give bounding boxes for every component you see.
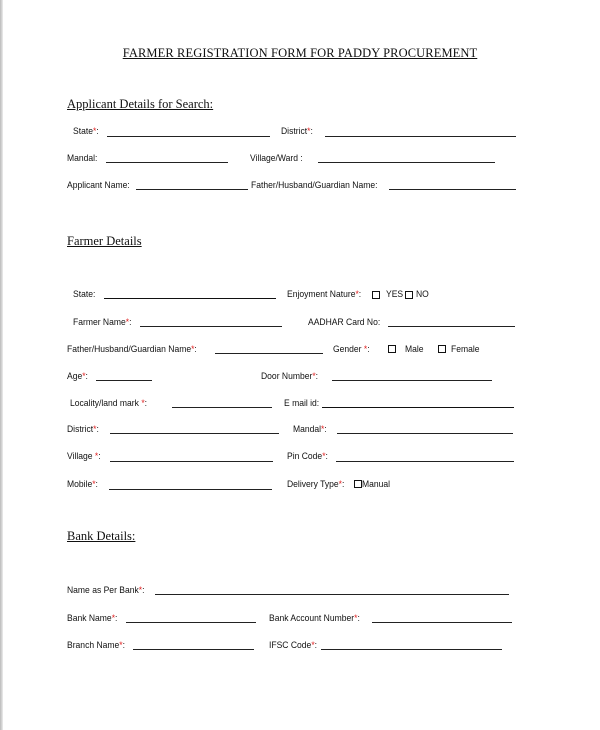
- applicant-state-field[interactable]: [107, 136, 270, 137]
- aadhar-label: AADHAR Card No:: [308, 317, 381, 327]
- delivery-type-label: Delivery Type*:: [287, 479, 345, 489]
- pin-code-label: Pin Code*:: [287, 451, 328, 461]
- section-applicant-heading: Applicant Details for Search:: [67, 97, 214, 111]
- applicant-mandal-field[interactable]: [106, 162, 228, 163]
- pin-code-field[interactable]: [336, 461, 514, 462]
- bank-name-label: Bank Name*:: [67, 613, 118, 623]
- farmer-state-field[interactable]: [104, 298, 276, 299]
- age-label: Age*:: [67, 371, 88, 381]
- ifsc-label: IFSC Code*:: [269, 640, 318, 650]
- account-number-field[interactable]: [372, 622, 512, 623]
- section-farmer-heading: Farmer Details: [67, 234, 142, 248]
- gender-male-label: Male: [405, 344, 424, 354]
- email-label: E mail id:: [284, 398, 320, 408]
- farmer-district-field[interactable]: [110, 433, 279, 434]
- door-number-label: Door Number*:: [261, 371, 319, 381]
- ifsc-field[interactable]: [321, 649, 502, 650]
- applicant-village-label: Village/Ward :: [250, 153, 303, 163]
- section-bank-heading: Bank Details:: [67, 529, 136, 543]
- bank-name-field[interactable]: [126, 622, 256, 623]
- page-edge: [0, 0, 3, 730]
- enjoyment-nature-label: Enjoyment Nature*:: [287, 289, 362, 299]
- name-as-per-bank-field[interactable]: [155, 594, 509, 595]
- locality-field[interactable]: [172, 407, 272, 408]
- farmer-mandal-field[interactable]: [337, 433, 513, 434]
- form-title: FARMER REGISTRATION FORM FOR PADDY PROCUREMENT: [122, 46, 478, 60]
- aadhar-field[interactable]: [388, 326, 515, 327]
- locality-label: Locality/land mark *:: [70, 398, 148, 408]
- applicant-district-label: District*:: [281, 126, 313, 136]
- door-number-field[interactable]: [332, 380, 492, 381]
- account-number-label: Bank Account Number*:: [269, 613, 360, 623]
- farmer-state-label: State:: [73, 289, 96, 299]
- farmer-district-label: District*:: [67, 424, 99, 434]
- name-as-per-bank-label: Name as Per Bank*:: [67, 585, 145, 595]
- gender-label: Gender *:: [333, 344, 370, 354]
- enjoyment-no-checkbox[interactable]: [405, 291, 413, 299]
- gender-male-checkbox[interactable]: [388, 345, 396, 353]
- enjoyment-no-label: NO: [416, 289, 429, 299]
- applicant-guardian-field[interactable]: [389, 189, 516, 190]
- enjoyment-yes-label: YES: [386, 289, 404, 299]
- branch-name-label: Branch Name*:: [67, 640, 126, 650]
- delivery-manual-label: Manual: [362, 479, 391, 489]
- branch-name-field[interactable]: [133, 649, 254, 650]
- farmer-name-label: Farmer Name*:: [73, 317, 132, 327]
- farmer-guardian-field[interactable]: [215, 353, 323, 354]
- mobile-field[interactable]: [109, 489, 272, 490]
- applicant-mandal-label: Mandal:: [67, 153, 98, 163]
- enjoyment-yes-checkbox[interactable]: [372, 291, 380, 299]
- delivery-manual-checkbox[interactable]: [354, 480, 362, 488]
- gender-female-checkbox[interactable]: [438, 345, 446, 353]
- applicant-district-field[interactable]: [325, 136, 516, 137]
- email-field[interactable]: [322, 407, 514, 408]
- applicant-state-label: State*:: [73, 126, 99, 136]
- gender-female-label: Female: [451, 344, 480, 354]
- applicant-guardian-label: Father/Husband/Guardian Name:: [251, 180, 378, 190]
- farmer-name-field[interactable]: [140, 326, 282, 327]
- farmer-village-label: Village *:: [67, 451, 101, 461]
- applicant-name-label: Applicant Name:: [67, 180, 130, 190]
- farmer-village-field[interactable]: [110, 461, 273, 462]
- age-field[interactable]: [96, 380, 152, 381]
- applicant-name-field[interactable]: [136, 189, 248, 190]
- mobile-label: Mobile*:: [67, 479, 98, 489]
- farmer-mandal-label: Mandal*:: [293, 424, 327, 434]
- farmer-guardian-label: Father/Husband/Guardian Name*:: [67, 344, 197, 354]
- applicant-village-field[interactable]: [318, 162, 495, 163]
